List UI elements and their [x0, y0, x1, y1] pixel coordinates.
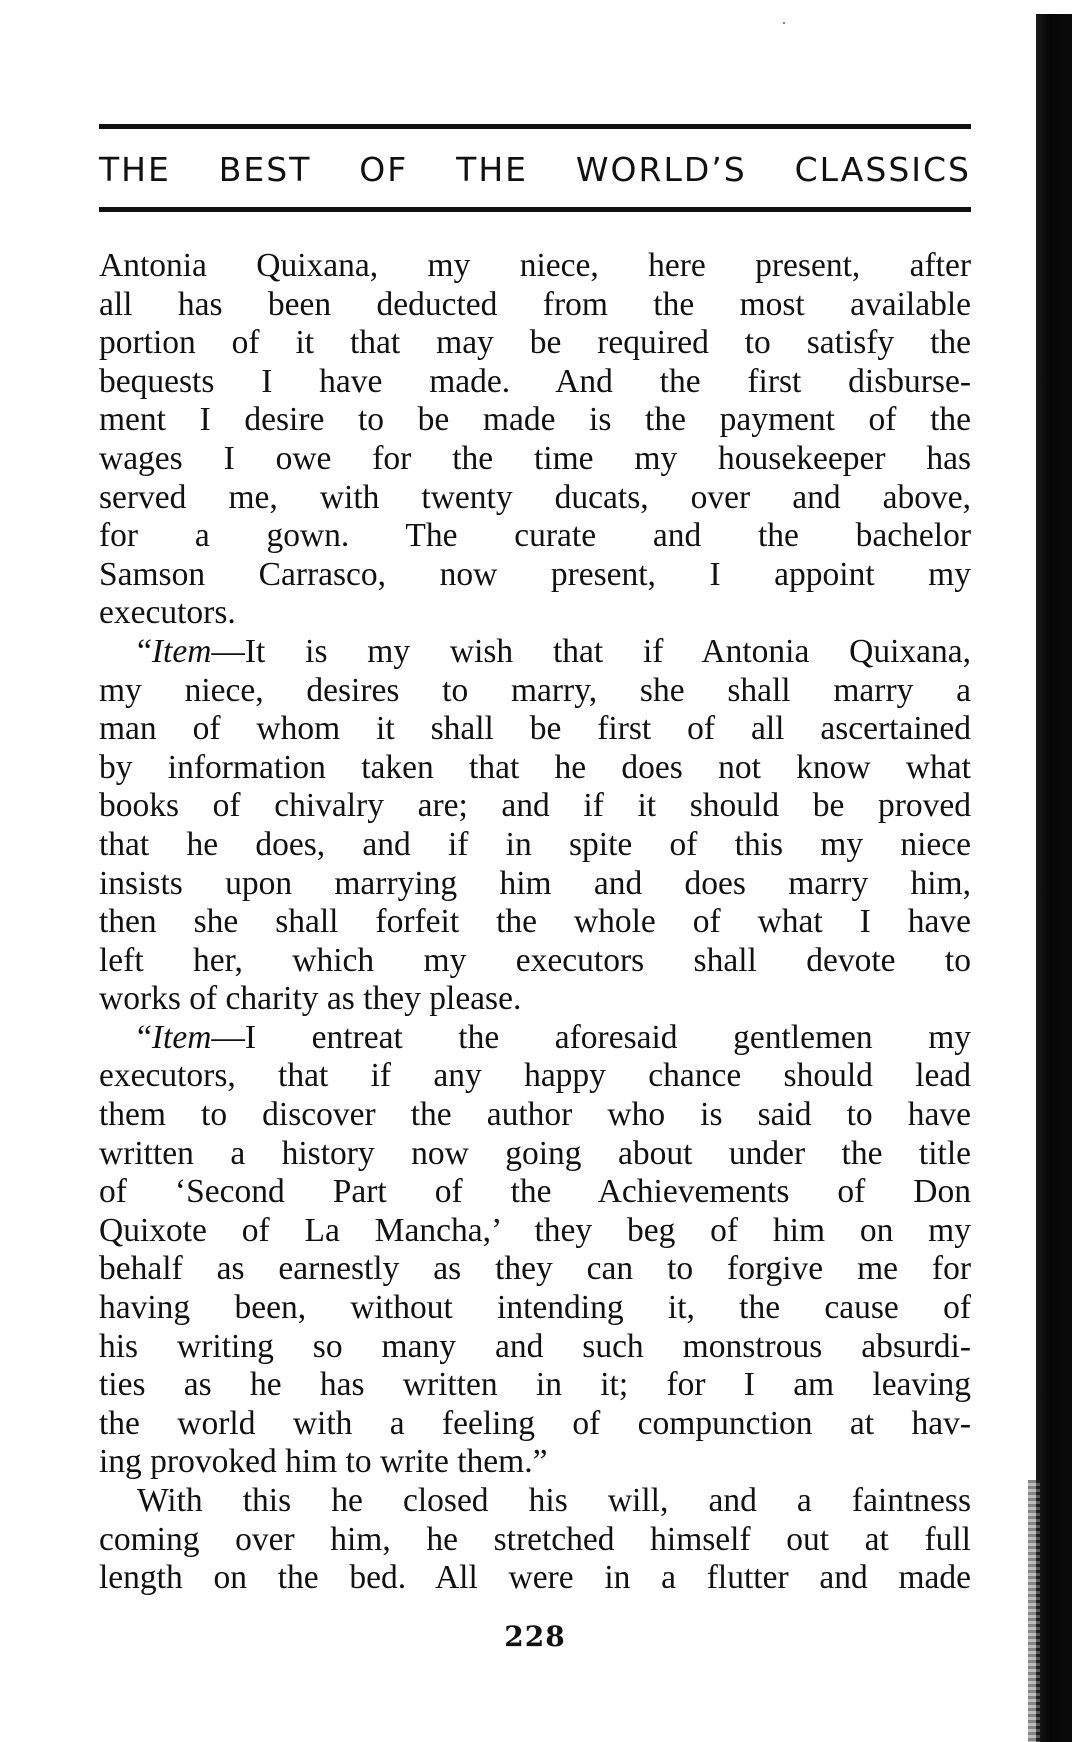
text-line: bequests I have made. And the first disburse- — [99, 362, 971, 400]
text-line: books of chivalry are; and if it should be proved — [99, 787, 971, 825]
text-line: wages I owe for the time my housekeeper has — [99, 439, 971, 477]
text-line: works of charity as they please. — [99, 980, 522, 1018]
text-line: ing provoked him to write them.” — [99, 1443, 548, 1481]
text-line: coming over him, he stretched himself out at full — [99, 1520, 971, 1558]
text-line: then she shall forfeit the whole of what I have — [99, 903, 971, 941]
page-number: 228 — [504, 1620, 566, 1653]
text-line: executors, that if any happy chance should lead — [99, 1057, 971, 1095]
text-line: Quixote of La Mancha,’ they beg of him on my — [99, 1211, 971, 1249]
text-line: served me, with twenty ducats, over and above, — [99, 478, 971, 516]
text-line: behalf as earnestly as they can to forgive me for — [99, 1250, 971, 1288]
text-line: length on the bed. All were in a flutter and made — [99, 1559, 971, 1597]
text-line: executors. — [99, 594, 236, 632]
header-rule-bottom — [99, 207, 971, 212]
text-line: them to discover the author who is said to have — [99, 1096, 971, 1134]
text-line: “Item—I entreat the aforesaid gentlemen my — [137, 1018, 971, 1056]
text-line: for a gown. The curate and the bachelor — [99, 517, 971, 555]
text-line: “Item—It is my wish that if Antonia Quixana, — [137, 632, 971, 670]
speck — [783, 22, 785, 24]
body-text — [99, 247, 971, 1598]
text-line: written a history now going about under the title — [99, 1134, 971, 1172]
running-head: THE BEST OF THE WORLD’S CLASSICS — [99, 150, 971, 189]
book-spine-edge — [1028, 1480, 1040, 1742]
text-line: man of whom it shall be first of all ascertained — [99, 710, 971, 748]
text-line: Antonia Quixana, my niece, here present, after — [99, 247, 971, 284]
text-line: With this he closed his will, and a faintness — [137, 1482, 971, 1519]
text-line: his writing so many and such monstrous absurdi- — [99, 1327, 971, 1365]
text-line: the world with a feeling of compunction at hav- — [99, 1404, 971, 1442]
text-line: portion of it that may be required to satisfy the — [99, 324, 971, 362]
text-line: Samson Carrasco, now present, I appoint my — [99, 555, 971, 593]
book-spine-shadow — [1036, 14, 1072, 1742]
text-line: ment I desire to be made is the payment of the — [99, 401, 971, 439]
header-rule-top — [99, 124, 971, 129]
text-line: having been, without intending it, the cause of — [99, 1289, 971, 1327]
text-line: by information taken that he does not know what — [99, 748, 971, 786]
text-line: of ‘Second Part of the Achievements of Don — [99, 1173, 971, 1211]
text-line: ties as he has written in it; for I am leaving — [99, 1366, 971, 1404]
text-line: left her, which my executors shall devote to — [99, 941, 971, 979]
text-line: all has been deducted from the most available — [99, 285, 971, 323]
text-line: that he does, and if in spite of this my niece — [99, 825, 971, 863]
text-line: my niece, desires to marry, she shall marry a — [99, 671, 971, 709]
text-line: insists upon marrying him and does marry him, — [99, 864, 971, 902]
